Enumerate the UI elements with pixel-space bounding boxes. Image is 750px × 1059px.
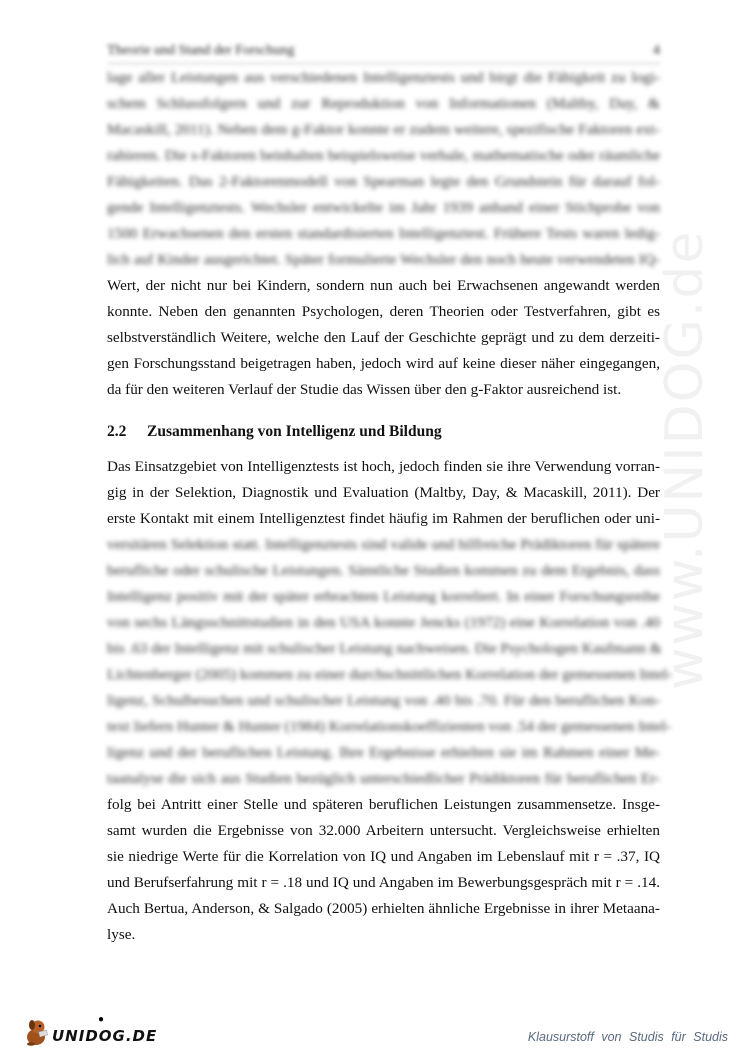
text-line: ligenz, Schulbesuchen und schulischer Leistung von .40 bis .70. Für den beruflichen Kon- — [107, 692, 660, 709]
section-number: 2.2 — [107, 423, 127, 440]
text-line: erste Kontakt mit einem Intelligenztest findet häufig im Rahmen der beruflichen oder uni- — [107, 510, 660, 527]
unidog-logo — [22, 1014, 162, 1050]
header-title: Theorie und Stand der Forschung — [107, 43, 295, 58]
text-line: lage aller Leistungen aus verschiedenen Intelligenztests und birgt die Fähigkeit zu logi- — [107, 69, 660, 86]
text-line: 1500 Erwachsenen den ersten standardisierten Intelligenztest. Frühere Tests waren ledig- — [107, 225, 660, 242]
text-line: berufliche oder schulische Leistungen. Sämtliche Studien kommen zu dem Ergebnis, dass — [107, 562, 660, 579]
text-line: lich auf Kinder ausgerichtet. Später formulierte Wechsler den noch heute verwendeten IQ- — [107, 251, 660, 268]
text-line: gen Forschungsstand beigetragen haben, jedoch wird auf keine dieser näher eingegangen, — [107, 355, 660, 372]
text-line: samt wurden die Ergebnisse von 32.000 Arbeitern untersucht. Vergleichsweise erhielten — [107, 822, 660, 839]
section-heading — [107, 423, 442, 441]
text-line: Macaskill, 2011). Neben dem g-Faktor konnte er zudem weitere, spezifische Faktoren ext- — [107, 121, 660, 138]
text-line: und Berufserfahrung mit r = .18 und IQ und Angaben im Bewerbungsgespräch mit r = .14. — [107, 874, 660, 891]
text-line: gende Intelligenztests. Wechsler entwickelte im Jahr 1939 anhand einer Stichprobe von — [107, 199, 660, 216]
text-line: Fähigkeiten. Das 2-Faktorenmodell von Spearman legte den Grundstein für darauf fol- — [107, 173, 660, 190]
text-line: Das Einsatzgebiet von Intelligenztests ist hoch, jedoch finden sie ihre Verwendung vorran- — [107, 458, 660, 475]
text-line: rahieren. Die s-Faktoren beinhalten beispielsweise verbale, mathematische oder räumliche — [107, 147, 660, 164]
text-line: konnte. Neben den genannten Psychologen, deren Theorien oder Testverfahren, gibt es — [107, 303, 660, 320]
text-line: sie niedrige Werte für die Korrelation von IQ und Angaben im Lebenslauf mit r = .37, IQ — [107, 848, 660, 865]
text-line: versitären Selektion statt. Intelligenztests sind valide und hilfreiche Prädiktoren für spätere — [107, 536, 660, 553]
page-number: 4 — [653, 43, 660, 58]
watermark: www.UNIDOG.de — [655, 229, 715, 690]
running-header — [107, 43, 660, 64]
dog-mascot-icon — [24, 1018, 48, 1046]
paw-icon: ● — [98, 1014, 105, 1025]
text-line: selbstverständlich Weitere, welche den Lauf der Geschichte geprägt und zu dem derzeiti- — [107, 329, 660, 346]
text-line: Auch Bertua, Anderson, & Salgado (2005) erhielten ähnliche Ergebnisse in ihrer Metaana- — [107, 900, 660, 917]
text-line: gig in der Selektion, Diagnostik und Evaluation (Maltby, Day, & Macaskill, 2011). Der — [107, 484, 660, 501]
text-line: taanalyse die sich aus Studien bezüglich unterschiedlicher Prädiktoren für beruflichen Er- — [107, 770, 660, 787]
text-line: Wert, der nicht nur bei Kindern, sondern nun auch bei Erwachsenen angewandt werden — [107, 277, 660, 294]
text-line: Lichtenberger (2005) kommen zu einer durchschnittlichen Korrelation der gemessenen Intel- — [107, 666, 673, 683]
text-line: ligenz und der beruflichen Leistung. Ihre Ergebnisse erhielten sie im Rahmen einer Me- — [107, 744, 660, 761]
text-line: von sechs Längsschnittstudien in den USA konnte Jencks (1972) eine Korrelation von .40 — [107, 614, 660, 631]
text-line: lyse. — [107, 926, 136, 943]
footer-slogan: Klausurstoff von Studis für Studis — [527, 1030, 728, 1044]
text-line: da für den weiteren Verlauf der Studie das Wissen über den g-Faktor ausreichend ist. — [107, 381, 622, 398]
text-line: Intelligenz positiv mit der später erbrachten Leistung korreliert. In einer Forschungsreihe — [107, 588, 660, 605]
logo-text: UNIDOG.DE — [52, 1027, 158, 1045]
text-line: text liefern Hunter & Hunter (1984) Korrelationskoeffizienten von .54 der gemessenen Intel- — [107, 718, 671, 735]
text-line: folg bei Antritt einer Stelle und späteren beruflichen Leistungen zusammensetze. Insge- — [107, 796, 660, 813]
text-line: schem Schlussfolgern und zur Reproduktion von Informationen (Maltby, Day, & — [107, 95, 660, 112]
section-title: Zusammenhang von Intelligenz und Bildung — [147, 423, 442, 440]
text-line: bis .63 der Intelligenz mit schulischer Leistung nachweisen. Die Psychologen Kaufmann & — [107, 640, 662, 657]
